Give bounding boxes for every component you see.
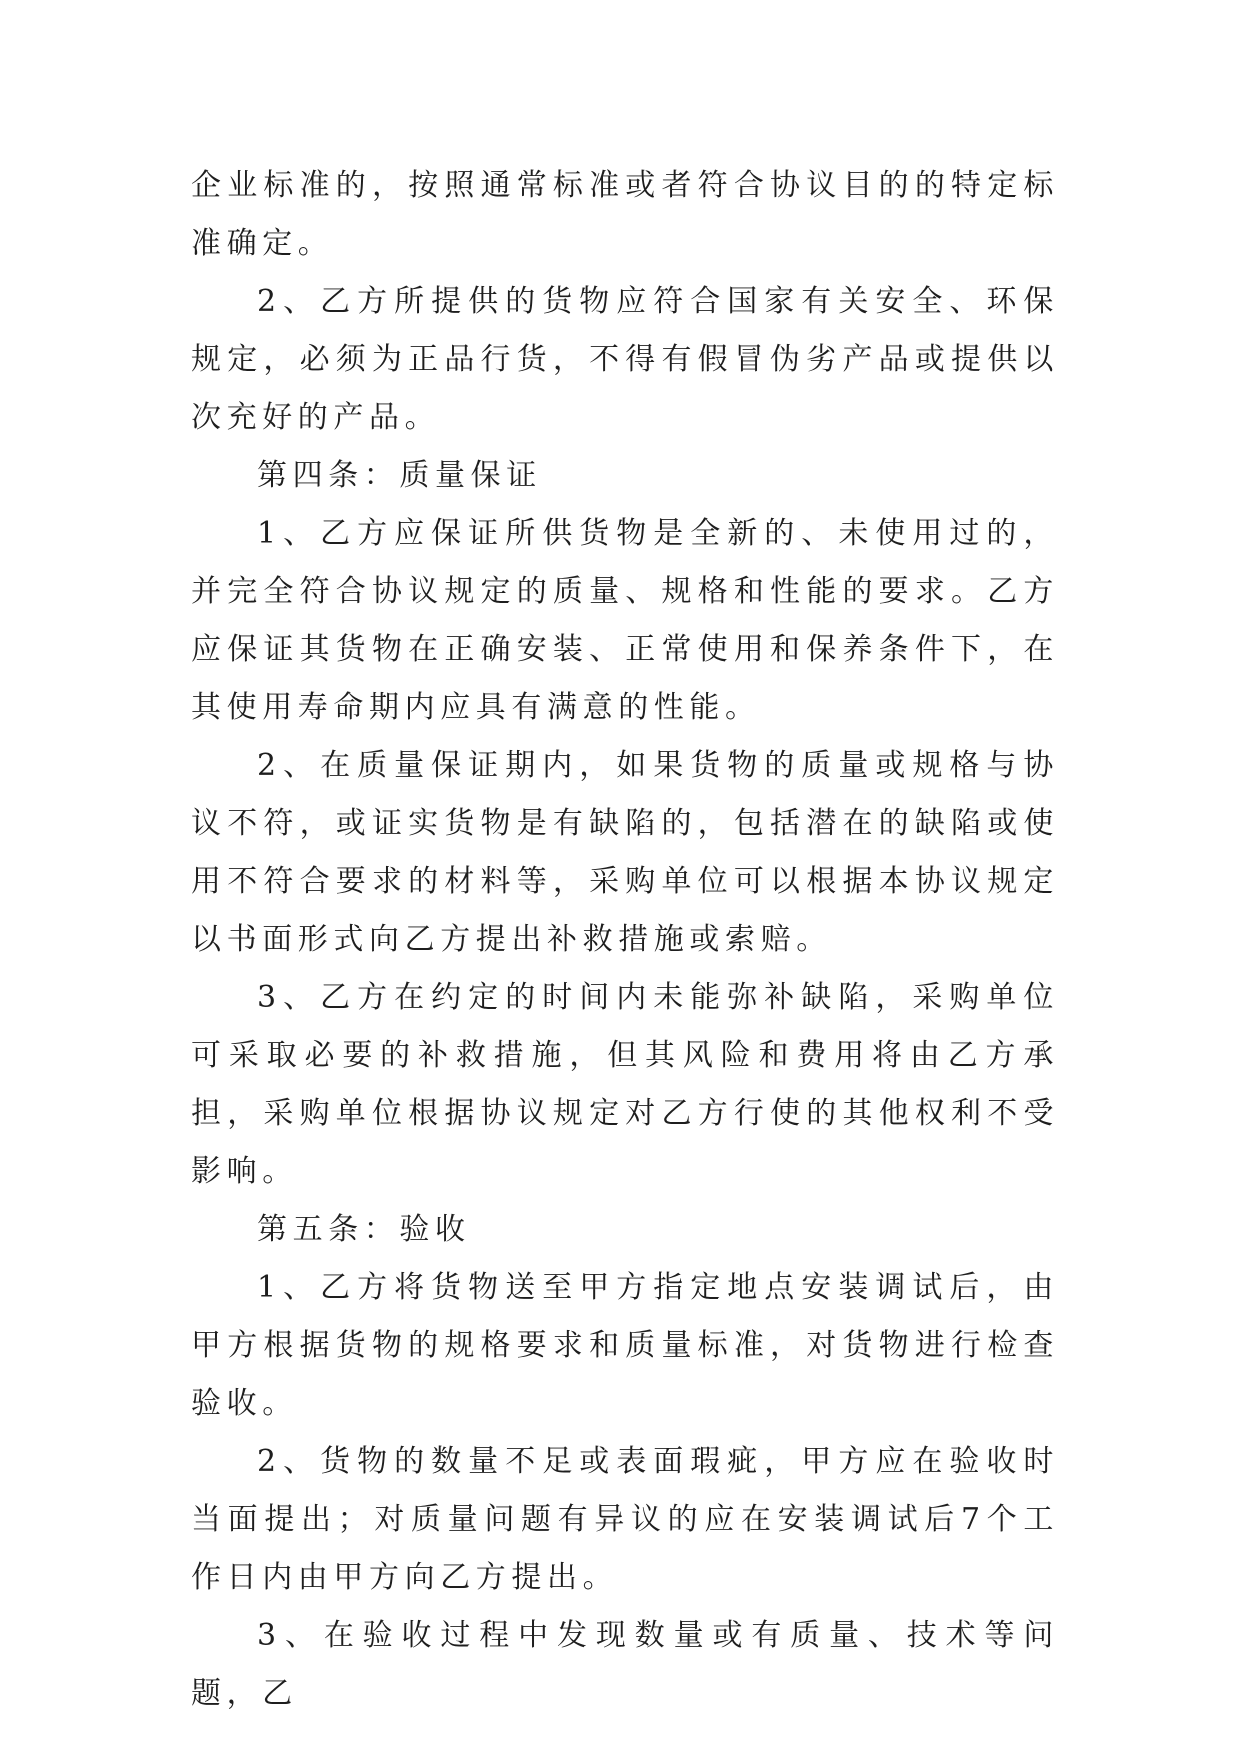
section-heading-article-5: 第五条：验收: [257, 1212, 471, 1247]
paragraph-article-4-item-3: 3、乙方在约定的时间内未能弥补缺陷，采购单位可采取必要的补救措施，但其风险和费用将由乙方承担，采购单位根据协议规定对乙方行使的其他权利不受影响。: [191, 980, 1059, 1189]
document-body: [191, 157, 1059, 1723]
paragraph-article-4-item-2: 2、在质量保证期内，如果货物的质量或规格与协议不符，或证实货物是有缺陷的，包括潜在的缺陷或使用不符合要求的材料等，采购单位可以根据本协议规定以书面形式向乙方提出补救措施或索赔。: [191, 748, 1059, 957]
paragraph-clause-3-item-2: 2、乙方所提供的货物应符合国家有关安全、环保规定，必须为正品行货，不得有假冒伪劣产品或提供以次充好的产品。: [191, 284, 1059, 435]
paragraph-article-5-item-2: 2、货物的数量不足或表面瑕疵，甲方应在验收时当面提出；对质量问题有异议的应在安装调试后7个工作日内由甲方向乙方提出。: [191, 1444, 1059, 1595]
section-heading-article-4: 第四条：质量保证: [257, 458, 542, 493]
paragraph-article-5-item-3: 3、在验收过程中发现数量或有质量、技术等问题，乙: [191, 1618, 1059, 1711]
paragraph-article-5-item-1: 1、乙方将货物送至甲方指定地点安装调试后，由甲方根据货物的规格要求和质量标准，对货物进行检查验收。: [191, 1270, 1059, 1421]
paragraph-continuation: 企业标准的，按照通常标准或者符合协议目的的特定标准确定。: [191, 168, 1059, 261]
paragraph-article-4-item-1: 1、乙方应保证所供货物是全新的、未使用过的，并完全符合协议规定的质量、规格和性能的要求。乙方应保证其货物在正确安装、正常使用和保养条件下，在其使用寿命期内应具有满意的性能。: [191, 516, 1059, 725]
